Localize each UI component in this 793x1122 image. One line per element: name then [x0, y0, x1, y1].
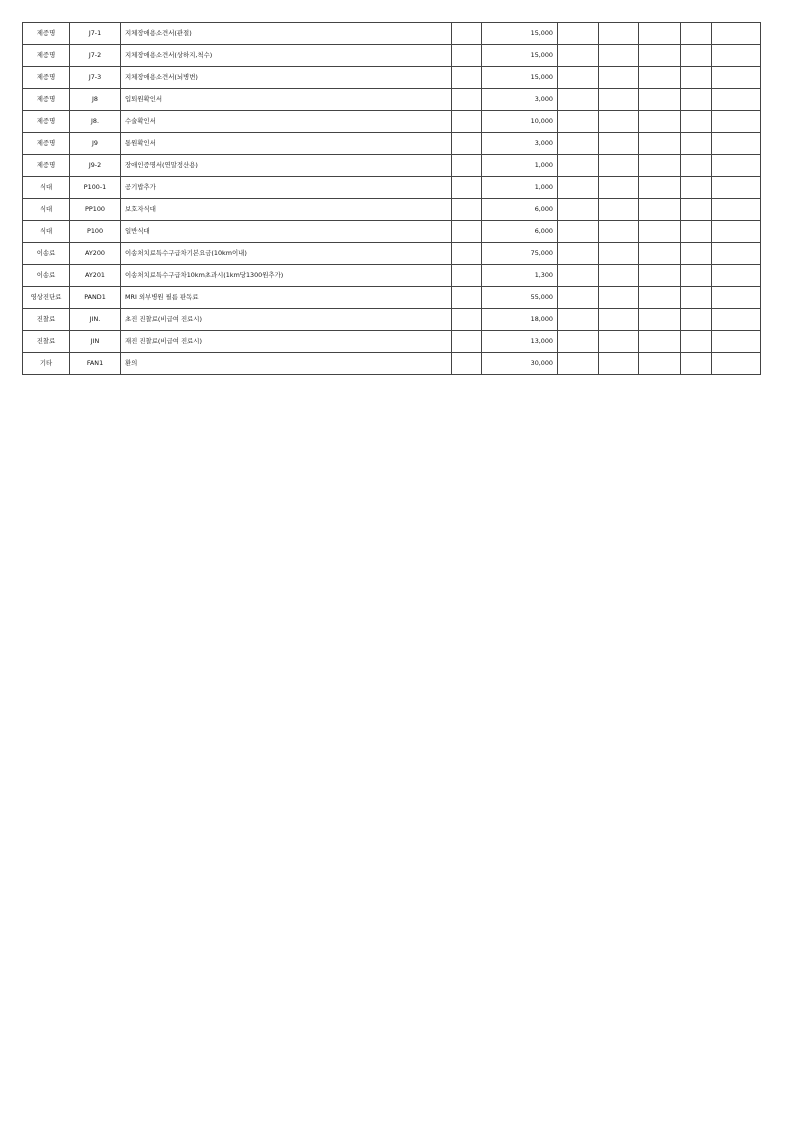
- blank-cell: [681, 221, 712, 243]
- price-cell: 15,000: [482, 67, 558, 89]
- blank-cell: [681, 331, 712, 353]
- blank-cell: [599, 177, 639, 199]
- blank-cell: [452, 221, 482, 243]
- blank-cell: [712, 265, 761, 287]
- blank-cell: [452, 23, 482, 45]
- table-row: [23, 265, 761, 287]
- blank-cell: [712, 89, 761, 111]
- blank-cell: [681, 287, 712, 309]
- blank-cell: [599, 23, 639, 45]
- blank-cell: [639, 287, 681, 309]
- blank-cell: [712, 243, 761, 265]
- blank-cell: [599, 133, 639, 155]
- table-row: [23, 199, 761, 221]
- category-cell: 진찰료: [23, 309, 70, 331]
- table-row: [23, 331, 761, 353]
- price-cell: 6,000: [482, 221, 558, 243]
- blank-cell: [681, 111, 712, 133]
- price-cell: 30,000: [482, 353, 558, 375]
- item-name-cell: 일반식대: [121, 221, 452, 243]
- code-cell: J8.: [70, 111, 121, 133]
- price-cell: 6,000: [482, 199, 558, 221]
- code-cell: J8: [70, 89, 121, 111]
- category-cell: 제증명: [23, 45, 70, 67]
- blank-cell: [639, 353, 681, 375]
- blank-cell: [599, 309, 639, 331]
- blank-cell: [681, 133, 712, 155]
- blank-cell: [639, 177, 681, 199]
- blank-cell: [452, 331, 482, 353]
- item-name-cell: 초진 진찰료(비급여 진료시): [121, 309, 452, 331]
- blank-cell: [558, 23, 599, 45]
- item-name-cell: 보호자식대: [121, 199, 452, 221]
- code-cell: J7-3: [70, 67, 121, 89]
- price-cell: 1,000: [482, 155, 558, 177]
- blank-cell: [599, 265, 639, 287]
- blank-cell: [639, 221, 681, 243]
- item-name-cell: 지체장애용소견서(뇌병변): [121, 67, 452, 89]
- blank-cell: [639, 111, 681, 133]
- blank-cell: [712, 331, 761, 353]
- table-row: [23, 243, 761, 265]
- blank-cell: [681, 199, 712, 221]
- table-row: [23, 111, 761, 133]
- blank-cell: [599, 331, 639, 353]
- blank-cell: [639, 265, 681, 287]
- blank-cell: [558, 287, 599, 309]
- blank-cell: [599, 243, 639, 265]
- code-cell: P100: [70, 221, 121, 243]
- table-row: [23, 177, 761, 199]
- blank-cell: [452, 287, 482, 309]
- category-cell: 진찰료: [23, 331, 70, 353]
- price-cell: 1,300: [482, 265, 558, 287]
- code-cell: J9-2: [70, 155, 121, 177]
- category-cell: 영상진단료: [23, 287, 70, 309]
- category-cell: 제증명: [23, 155, 70, 177]
- item-name-cell: 이송처치료특수구급차기본요금(10km이내): [121, 243, 452, 265]
- blank-cell: [558, 353, 599, 375]
- blank-cell: [712, 45, 761, 67]
- blank-cell: [558, 133, 599, 155]
- blank-cell: [681, 353, 712, 375]
- table-row: [23, 133, 761, 155]
- blank-cell: [681, 177, 712, 199]
- blank-cell: [639, 67, 681, 89]
- code-cell: J7-2: [70, 45, 121, 67]
- blank-cell: [558, 221, 599, 243]
- category-cell: 제증명: [23, 89, 70, 111]
- blank-cell: [712, 155, 761, 177]
- code-cell: J9: [70, 133, 121, 155]
- blank-cell: [558, 89, 599, 111]
- blank-cell: [558, 67, 599, 89]
- category-cell: 제증명: [23, 23, 70, 45]
- fee-schedule-sheet: [22, 22, 760, 375]
- blank-cell: [599, 221, 639, 243]
- item-name-cell: 지체장애용소견서(상하지,척수): [121, 45, 452, 67]
- blank-cell: [639, 309, 681, 331]
- blank-cell: [558, 111, 599, 133]
- blank-cell: [681, 265, 712, 287]
- code-cell: FAN1: [70, 353, 121, 375]
- blank-cell: [558, 265, 599, 287]
- price-cell: 18,000: [482, 309, 558, 331]
- blank-cell: [452, 199, 482, 221]
- category-cell: 식대: [23, 221, 70, 243]
- code-cell: AY201: [70, 265, 121, 287]
- blank-cell: [558, 155, 599, 177]
- item-name-cell: 수술확인서: [121, 111, 452, 133]
- blank-cell: [639, 89, 681, 111]
- price-cell: 3,000: [482, 89, 558, 111]
- category-cell: 기타: [23, 353, 70, 375]
- blank-cell: [681, 155, 712, 177]
- blank-cell: [558, 309, 599, 331]
- blank-cell: [712, 177, 761, 199]
- table-row: [23, 23, 761, 45]
- blank-cell: [681, 67, 712, 89]
- blank-cell: [712, 23, 761, 45]
- item-name-cell: 재진 진찰료(비급여 진료시): [121, 331, 452, 353]
- table-row: [23, 309, 761, 331]
- price-cell: 10,000: [482, 111, 558, 133]
- price-cell: 75,000: [482, 243, 558, 265]
- price-cell: 3,000: [482, 133, 558, 155]
- blank-cell: [712, 287, 761, 309]
- blank-cell: [452, 133, 482, 155]
- blank-cell: [599, 155, 639, 177]
- item-name-cell: MRI 외부병원 필름 판독료: [121, 287, 452, 309]
- blank-cell: [681, 309, 712, 331]
- blank-cell: [452, 265, 482, 287]
- category-cell: 식대: [23, 177, 70, 199]
- item-name-cell: 환의: [121, 353, 452, 375]
- item-name-cell: 장애인증명서(연말정산용): [121, 155, 452, 177]
- blank-cell: [558, 45, 599, 67]
- code-cell: JIN: [70, 331, 121, 353]
- blank-cell: [599, 111, 639, 133]
- blank-cell: [681, 23, 712, 45]
- blank-cell: [712, 111, 761, 133]
- category-cell: 식대: [23, 199, 70, 221]
- price-cell: 15,000: [482, 23, 558, 45]
- blank-cell: [452, 45, 482, 67]
- blank-cell: [639, 331, 681, 353]
- table-row: [23, 353, 761, 375]
- item-name-cell: 입퇴원확인서: [121, 89, 452, 111]
- fee-table-body: [23, 23, 761, 375]
- code-cell: AY200: [70, 243, 121, 265]
- blank-cell: [681, 243, 712, 265]
- code-cell: P100-1: [70, 177, 121, 199]
- price-cell: 1,000: [482, 177, 558, 199]
- blank-cell: [452, 89, 482, 111]
- table-row: [23, 67, 761, 89]
- blank-cell: [639, 243, 681, 265]
- item-name-cell: 이송처치료특수구급차10km초과시(1km당1300원추가): [121, 265, 452, 287]
- category-cell: 제증명: [23, 133, 70, 155]
- item-name-cell: 공기밥추가: [121, 177, 452, 199]
- table-row: [23, 287, 761, 309]
- blank-cell: [599, 287, 639, 309]
- table-row: [23, 221, 761, 243]
- item-name-cell: 지체장애용소견서(관절): [121, 23, 452, 45]
- blank-cell: [712, 353, 761, 375]
- blank-cell: [452, 177, 482, 199]
- blank-cell: [558, 243, 599, 265]
- blank-cell: [639, 23, 681, 45]
- blank-cell: [452, 353, 482, 375]
- blank-cell: [639, 133, 681, 155]
- blank-cell: [599, 89, 639, 111]
- code-cell: PAND1: [70, 287, 121, 309]
- blank-cell: [639, 155, 681, 177]
- price-cell: 13,000: [482, 331, 558, 353]
- blank-cell: [712, 133, 761, 155]
- category-cell: 이송료: [23, 243, 70, 265]
- blank-cell: [599, 199, 639, 221]
- blank-cell: [558, 177, 599, 199]
- blank-cell: [452, 309, 482, 331]
- category-cell: 이송료: [23, 265, 70, 287]
- table-row: [23, 155, 761, 177]
- fee-table: [22, 22, 761, 375]
- price-cell: 55,000: [482, 287, 558, 309]
- category-cell: 제증명: [23, 111, 70, 133]
- blank-cell: [558, 331, 599, 353]
- blank-cell: [639, 45, 681, 67]
- blank-cell: [599, 353, 639, 375]
- blank-cell: [681, 45, 712, 67]
- category-cell: 제증명: [23, 67, 70, 89]
- blank-cell: [452, 243, 482, 265]
- blank-cell: [712, 67, 761, 89]
- blank-cell: [452, 155, 482, 177]
- item-name-cell: 통원확인서: [121, 133, 452, 155]
- blank-cell: [452, 67, 482, 89]
- blank-cell: [681, 89, 712, 111]
- blank-cell: [599, 45, 639, 67]
- code-cell: PP100: [70, 199, 121, 221]
- code-cell: J7-1: [70, 23, 121, 45]
- blank-cell: [452, 111, 482, 133]
- blank-cell: [558, 199, 599, 221]
- code-cell: JIN.: [70, 309, 121, 331]
- blank-cell: [712, 199, 761, 221]
- blank-cell: [712, 221, 761, 243]
- table-row: [23, 45, 761, 67]
- blank-cell: [599, 67, 639, 89]
- blank-cell: [639, 199, 681, 221]
- price-cell: 15,000: [482, 45, 558, 67]
- table-row: [23, 89, 761, 111]
- blank-cell: [712, 309, 761, 331]
